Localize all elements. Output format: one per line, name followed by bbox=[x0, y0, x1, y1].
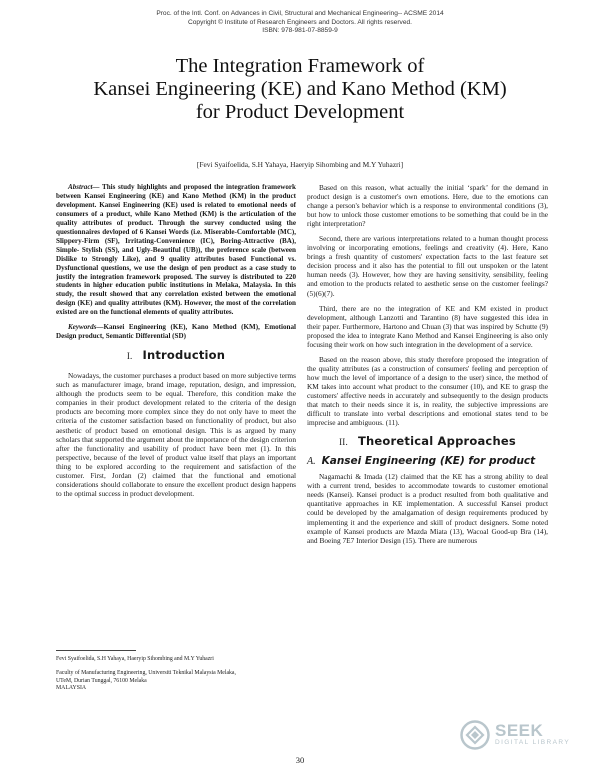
paragraph: Nagamachi & Imada (12) claimed that the KE has a strong ability to deal with a current trend, besides to accommodate towards to customer emotional needs (Kansei). Kansei product is a product resulted from both qualitative and quantitative approaches in KE implementation. A successful Kansei product could be developed by the amalgamation of design requirements produced by implementing it and the experience and skill of product designers. Some noted example of Kansei products are Mazda Miata (13), Wacoal Good-up Bra (14), and Boeing 7E7 Interior Design (15). There are numerous bbox=[307, 472, 548, 545]
section-title: Theoretical Approaches bbox=[357, 434, 516, 449]
paragraph: Third, there are no the integration of KE and KM existed in product development, although Lanzotti and Tarantino (8) have suggested this idea in their paper. Furthermore, Hartono and Chuan (3) that was inspired by Schutte (9) proposed the idea to integrate Kano Method and Kansei Engineering is also only focusing their work on how such integration in the development of a service. bbox=[307, 303, 548, 349]
title-line-3: for Product Development bbox=[195, 101, 405, 123]
page-number: 30 bbox=[295, 755, 305, 765]
footnote-divider bbox=[56, 650, 136, 651]
section-heading-introduction bbox=[56, 348, 296, 363]
copyright-line: Copyright © Institute of Research Engineers and Doctors. All rights reserved. bbox=[187, 18, 413, 26]
logo-subtitle: DIGITAL LIBRARY bbox=[495, 739, 571, 746]
abstract-label: Abstract— bbox=[68, 183, 100, 191]
subsection-number: A. bbox=[307, 456, 316, 468]
footnote-affiliation-line-1: Faculty of Manufacturing Engineering, Universiti Teknikal Malaysia Melaka, bbox=[56, 670, 236, 676]
author-list: [Fevi Syaifoelida, S.H Yahaya, Haeryip Sihombing and M.Y Yuhazri] bbox=[196, 160, 404, 169]
subsection-heading-kansei bbox=[307, 457, 548, 466]
paragraph: Second, there are various interpretations related to a human thought process involving or incorporating emotions, feelings and creativity (4). Here, Kano brings a fresh quantity of customers' expectation facts to the last feature set decision process and it also has the potential to fill out unspoken or the latent human needs (3). However, how they are having sensitivity, sensibility, feeling and emotion to the products related to aesthetic sense on the customer feelings? (5)(6)(7). bbox=[307, 234, 548, 298]
title-line-1: The Integration Framework of bbox=[175, 55, 425, 77]
footnote-authors: Fevi Syaifoelida, S.H Yahaya, Haeryip Sihombing and M.Y Yuhazri bbox=[56, 656, 214, 662]
section-number: II. bbox=[339, 437, 348, 448]
keywords bbox=[56, 323, 296, 341]
left-column bbox=[56, 183, 296, 504]
abstract bbox=[56, 183, 296, 317]
section-heading-theoretical-approaches bbox=[307, 434, 548, 449]
isbn-line: ISBN: 978-981-07-8859-9 bbox=[262, 27, 338, 34]
seek-digital-library-logo bbox=[460, 720, 570, 750]
conference-header-line: Proc. of the Intl. Conf. on Advances in Civil, Structural and Mechanical Engineering-- ACSME 2014 bbox=[156, 10, 444, 17]
right-column bbox=[307, 183, 548, 551]
section-number: I. bbox=[126, 351, 133, 362]
keywords-text: Kansei Engineering (KE), Kano Method (KM), Emotional Design product, Semantic Differential (SD) bbox=[56, 323, 296, 341]
introduction-paragraph: Nowadays, the customer purchases a product based on more subjective terms such as manufacturer image, brand image, reputation, design, and impression, although the products seem to be equal. Therefore, this condition make the companies in their product development related to the criteria of the design products are becoming more complex since they do not only have to meet the criteria of the customer satisfaction based on functionality of product, but also aesthetic of product based on emotional design. This is as argued by many scholars that supported the argument about the importance of the design criterion after the functionality and usability of product have been met (1). In this perspective, because of the level of product value itself that plays an important thing to be explored according to the requirement and satisfaction of the customer. First, Jordan (2) claimed that the functional and emotional considerations should collaborate to ensure the excellent product design happens to the optimal success in product development. bbox=[56, 371, 296, 498]
logo-name: SEEK bbox=[495, 721, 544, 740]
library-emblem-icon bbox=[460, 720, 490, 750]
footnote-affiliation-line-2: UTeM, Durian Tunggal, 76100 Melaka bbox=[56, 677, 147, 684]
abstract-text: This study highlights and proposed the integration framework between Kansei Engineering (KE) and Kano Method (KM) in the product development. Kansei Engineering (KE) used is related to emotional needs of consumers of a product, while Kano Method (KM) is the articulation of the quality attributes of product. Through the survey conducted using the questionnaires devloped of 6 Kansei Words (i.e. Miserable-Comfortable (MC), Slippery-Firm (SF), Irritating-Convenience (IC), Boring-Attractive (BA), Simple- Stylish (SS), and Ugly-Beautiful (UB)), the preference scale (between Dislike to Strongly Like), and 9 quality attributes based Functional vs. Dysfunctional questions, we use the design of pen product as a case study to justify the integration framework proposed. The survey is distributed to 220 students in higher education public institutions in Melaka, Malaysia. In this study, the result showed that any correlation existed between the emotional design (KE) and quality attributes (KM). However, the most of the correlation existed are on the functional elements of quality attributes. bbox=[56, 183, 296, 317]
paper-title bbox=[40, 55, 560, 124]
paragraph: Based on this reason, what actually the initial ‘spark’ for the demand in product design is a customer's own emotions. Here, due to the emotions can change a person's behavior which is a response to environmental conditions (3), but how to unlock those customer emotions to be something that could be in the right interpretation? bbox=[307, 183, 548, 229]
footnote-affiliation-line-3: MALAYSIA bbox=[56, 685, 87, 691]
paragraph: Based on the reason above, this study therefore proposed the integration of the quality attributes (as a construction of consumers' feeling and perception of how much the level of importance of a design to the user) since, the method of KM takes into account what product to the consumer (10), and KE to grasp the customers' affective needs in accurately and subsequently to the design products that match to their needs since it is, in reality, the subjective impressions are difficult to translate into verbal descriptions and emotional states tend to be imprecise and ambiguous. (11). bbox=[307, 354, 548, 428]
keywords-label: Keywords— bbox=[68, 323, 104, 332]
section-title: Introduction bbox=[142, 348, 226, 363]
subsection-title: Kansei Engineering (KE) for product bbox=[321, 455, 536, 468]
title-line-2: Kansei Engineering (KE) and Kano Method (KM) bbox=[93, 78, 507, 100]
